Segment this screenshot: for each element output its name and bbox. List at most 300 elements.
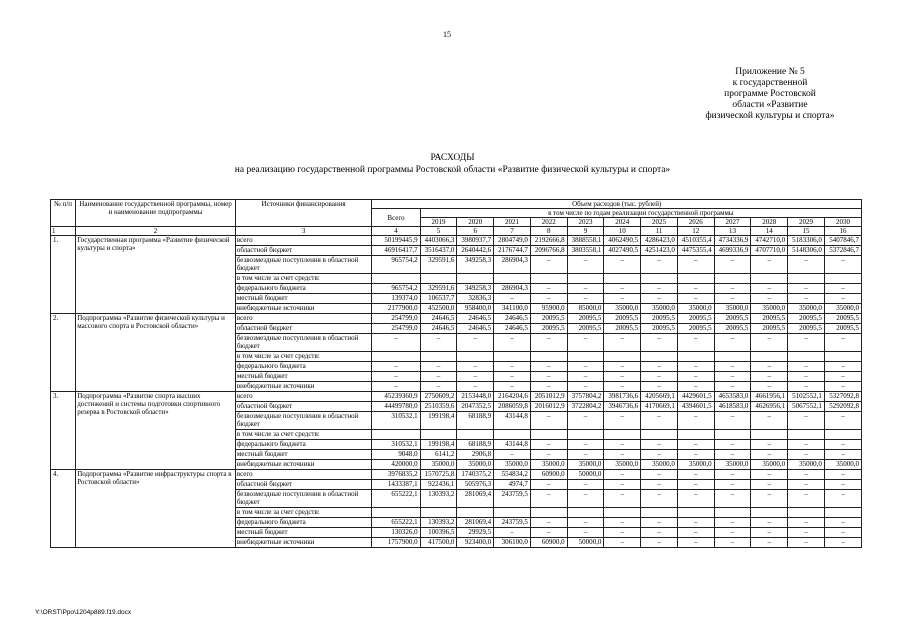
value-year: – — [788, 538, 825, 548]
section-name: Подпрограмма «Развитие физической культуры и массового спорта в Ростовской области» — [76, 314, 236, 392]
value-year: 5102552,1 — [788, 392, 825, 402]
value-year: 505976,3 — [457, 480, 494, 490]
value-year — [420, 274, 457, 284]
header-year: 2023 — [567, 218, 604, 227]
value-year — [751, 274, 788, 284]
funding-source: безвозмездные поступления в областной бюджет — [235, 256, 372, 274]
value-year: – — [824, 334, 861, 352]
value-year: 2086059,8 — [494, 402, 531, 412]
value-year: – — [641, 382, 678, 392]
table-row — [51, 470, 862, 480]
value-year: – — [494, 382, 531, 392]
value-year: – — [530, 412, 567, 430]
value-year — [567, 508, 604, 518]
value-year: 2051012,9 — [530, 392, 567, 402]
value-year: – — [677, 538, 714, 548]
value-year: – — [641, 528, 678, 538]
value-year: 24646,5 — [494, 314, 531, 324]
value-year: 5183306,0 — [788, 236, 825, 246]
value-year: – — [567, 294, 604, 304]
value-year: 4661956,1 — [751, 392, 788, 402]
value-year: – — [824, 362, 861, 372]
value-year: – — [824, 284, 861, 294]
value-total: – — [372, 362, 420, 372]
value-year: 286904,3 — [494, 256, 531, 274]
value-year: 4062490,5 — [604, 236, 641, 246]
value-year: 43144,8 — [494, 440, 531, 450]
value-year: – — [420, 372, 457, 382]
value-total — [372, 508, 420, 518]
column-number: 16 — [824, 227, 861, 236]
section-name: Подпрограмма «Развитие спорта высших достижений и системы подготовки спортивного резерва в Ростовской области» — [76, 392, 236, 470]
funding-source: областной бюджет — [235, 402, 372, 412]
value-year: – — [677, 294, 714, 304]
appendix-line: области «Развитие — [732, 100, 808, 110]
value-year: 281069,4 — [457, 518, 494, 528]
value-year: 4699336,9 — [714, 246, 751, 256]
value-year — [457, 508, 494, 518]
value-year: – — [567, 480, 604, 490]
value-year: – — [604, 480, 641, 490]
column-number: 10 — [604, 227, 641, 236]
value-year: – — [641, 284, 678, 294]
value-year: 100396,5 — [420, 528, 457, 538]
value-year: – — [714, 412, 751, 430]
value-year: – — [714, 490, 751, 508]
value-year — [604, 274, 641, 284]
value-year: 2096766,8 — [530, 246, 567, 256]
section-name: Подпрограмма «Развитие инфраструктуры спорта в Ростовской области» — [76, 470, 236, 548]
value-year: – — [604, 294, 641, 304]
value-year: 4707710,0 — [751, 246, 788, 256]
value-year: – — [530, 480, 567, 490]
value-year: – — [604, 518, 641, 528]
value-year: 85000,0 — [567, 304, 604, 314]
value-year — [824, 430, 861, 440]
value-year: – — [824, 470, 861, 480]
value-year — [604, 508, 641, 518]
funding-source: всего — [235, 236, 372, 246]
value-year: – — [567, 284, 604, 294]
value-year: – — [824, 538, 861, 548]
value-year: – — [714, 382, 751, 392]
value-year — [530, 352, 567, 362]
column-number: 1 — [51, 227, 76, 236]
column-number: 12 — [677, 227, 714, 236]
value-year: 60900,0 — [530, 470, 567, 480]
funding-source: всего — [235, 314, 372, 324]
value-year: – — [604, 538, 641, 548]
header-total: Всего — [372, 209, 420, 227]
header-year: 2030 — [824, 218, 861, 227]
value-year: – — [714, 440, 751, 450]
value-year: 24646,5 — [420, 324, 457, 334]
value-year: 2640442,6 — [457, 246, 494, 256]
value-year: – — [567, 450, 604, 460]
value-year: 130393,2 — [420, 490, 457, 508]
value-year: – — [677, 412, 714, 430]
value-year: 20095,5 — [677, 324, 714, 334]
value-year: – — [567, 382, 604, 392]
value-year: – — [788, 372, 825, 382]
value-year — [567, 352, 604, 362]
value-year: 452500,0 — [420, 304, 457, 314]
column-number: 2 — [76, 227, 236, 236]
value-year: 329591,6 — [420, 284, 457, 294]
value-total: 655222,1 — [372, 518, 420, 528]
value-year: 349258,3 — [457, 284, 494, 294]
value-year: 4394601,5 — [677, 402, 714, 412]
value-year: 20095,5 — [788, 324, 825, 334]
value-year: – — [530, 334, 567, 352]
value-year: – — [677, 372, 714, 382]
column-number: 8 — [530, 227, 567, 236]
value-year — [677, 274, 714, 284]
value-year: 20095,5 — [824, 314, 861, 324]
value-total: 310532,1 — [372, 440, 420, 450]
funding-source: областной бюджет — [235, 480, 372, 490]
value-year: – — [494, 334, 531, 352]
value-total: 1433387,1 — [372, 480, 420, 490]
value-year: 2192666,8 — [530, 236, 567, 246]
value-year: 35000,0 — [824, 460, 861, 470]
funding-source: всего — [235, 392, 372, 402]
value-year: 2153448,0 — [457, 392, 494, 402]
value-year: – — [677, 362, 714, 372]
column-number: 11 — [641, 227, 678, 236]
header-year: 2025 — [641, 218, 678, 227]
value-year: – — [751, 450, 788, 460]
value-year: – — [788, 480, 825, 490]
funding-source: местный бюджет — [235, 372, 372, 382]
value-year: – — [751, 362, 788, 372]
value-year: – — [604, 284, 641, 294]
value-year: 3757804,2 — [567, 392, 604, 402]
value-year: 20095,5 — [751, 324, 788, 334]
value-year: – — [604, 412, 641, 430]
value-year: – — [751, 284, 788, 294]
value-year: – — [788, 518, 825, 528]
funding-source: внебюджетные источники — [235, 460, 372, 470]
value-year: 35000,0 — [604, 460, 641, 470]
value-year: – — [567, 362, 604, 372]
value-year — [604, 430, 641, 440]
value-year — [494, 430, 531, 440]
value-year: 24646,5 — [494, 324, 531, 334]
value-year: 958400,0 — [457, 304, 494, 314]
value-year: – — [604, 334, 641, 352]
value-total: 44499780,0 — [372, 402, 420, 412]
header-year: 2020 — [457, 218, 494, 227]
value-year: – — [641, 538, 678, 548]
value-total — [372, 430, 420, 440]
value-year — [677, 508, 714, 518]
value-year: 199198,4 — [420, 440, 457, 450]
value-year: 20095,5 — [530, 324, 567, 334]
funding-source: в том числе за счет средств: — [235, 430, 372, 440]
value-year: – — [641, 362, 678, 372]
value-year: – — [714, 372, 751, 382]
value-year: – — [457, 382, 494, 392]
value-year: – — [788, 284, 825, 294]
value-year: – — [677, 528, 714, 538]
value-year: 4170669,1 — [641, 402, 678, 412]
value-year: – — [641, 518, 678, 528]
value-year: – — [677, 382, 714, 392]
value-year: 922436,1 — [420, 480, 457, 490]
value-year: – — [751, 528, 788, 538]
value-year: 35000,0 — [457, 460, 494, 470]
value-year — [420, 352, 457, 362]
value-year: – — [824, 518, 861, 528]
funding-source: федерального бюджета — [235, 518, 372, 528]
value-total: 254799,0 — [372, 324, 420, 334]
value-year — [641, 274, 678, 284]
value-year: – — [714, 362, 751, 372]
value-year: 35000,0 — [641, 460, 678, 470]
value-year — [604, 352, 641, 362]
value-total — [372, 274, 420, 284]
value-year: – — [824, 294, 861, 304]
value-year: – — [530, 362, 567, 372]
value-year: – — [641, 470, 678, 480]
value-year: – — [530, 490, 567, 508]
value-year: 4403066,3 — [420, 236, 457, 246]
value-year: 3981736,6 — [604, 392, 641, 402]
value-year: – — [788, 440, 825, 450]
value-year: 20095,5 — [714, 314, 751, 324]
value-year — [677, 430, 714, 440]
value-year: – — [604, 362, 641, 372]
value-year — [641, 430, 678, 440]
appendix-line: к государственной — [732, 78, 808, 88]
value-year: – — [530, 440, 567, 450]
value-year: 35000,0 — [641, 304, 678, 314]
value-total: 9048,0 — [372, 450, 420, 460]
value-year: – — [751, 490, 788, 508]
value-year: – — [641, 480, 678, 490]
value-year: – — [751, 518, 788, 528]
section-number: 3. — [51, 392, 76, 470]
value-year — [824, 352, 861, 362]
footer-file-path: Y:\ORST\Ppo\1204p889.f19.docx — [35, 609, 132, 616]
value-year: 5327092,8 — [824, 392, 861, 402]
value-year: 20095,5 — [530, 314, 567, 324]
value-year: – — [641, 450, 678, 460]
value-year: – — [751, 256, 788, 274]
value-year: – — [420, 334, 457, 352]
header-year: 2026 — [677, 218, 714, 227]
value-year — [494, 274, 531, 284]
funding-source: в том числе за счет средств: — [235, 508, 372, 518]
value-year — [567, 274, 604, 284]
value-year: – — [751, 480, 788, 490]
header-year: 2022 — [530, 218, 567, 227]
value-year: – — [714, 470, 751, 480]
value-year: 341100,0 — [494, 304, 531, 314]
value-year: – — [677, 256, 714, 274]
funding-source: федерального бюджета — [235, 284, 372, 294]
value-total: – — [372, 334, 420, 352]
value-total: – — [372, 382, 420, 392]
section-number: 4. — [51, 470, 76, 548]
value-year: 20095,5 — [641, 314, 678, 324]
value-year: – — [494, 450, 531, 460]
funding-source: федерального бюджета — [235, 440, 372, 450]
value-year: 4626956,1 — [751, 402, 788, 412]
value-total: 420000,0 — [372, 460, 420, 470]
value-year: – — [788, 528, 825, 538]
value-year: 349258,3 — [457, 256, 494, 274]
value-total: 965754,2 — [372, 256, 420, 274]
value-year: 35000,0 — [494, 460, 531, 470]
value-total — [372, 352, 420, 362]
value-year: 4475355,4 — [677, 246, 714, 256]
value-year: 35000,0 — [714, 304, 751, 314]
value-year: – — [641, 294, 678, 304]
value-year: – — [641, 372, 678, 382]
value-year: – — [604, 382, 641, 392]
value-total: 655222,1 — [372, 490, 420, 508]
value-year: – — [788, 382, 825, 392]
value-year: – — [494, 294, 531, 304]
column-number: 6 — [457, 227, 494, 236]
header-year: 2024 — [604, 218, 641, 227]
value-year: 5292092,8 — [824, 402, 861, 412]
value-year: – — [677, 470, 714, 480]
value-year: – — [788, 450, 825, 460]
value-year: – — [714, 480, 751, 490]
value-year: – — [567, 518, 604, 528]
value-year: – — [457, 334, 494, 352]
value-year: – — [714, 528, 751, 538]
value-year — [641, 352, 678, 362]
value-year: – — [677, 490, 714, 508]
value-year: 20095,5 — [604, 314, 641, 324]
value-year: – — [788, 412, 825, 430]
value-year: – — [788, 256, 825, 274]
value-year: 60900,0 — [530, 538, 567, 548]
value-year: – — [824, 382, 861, 392]
value-year — [714, 352, 751, 362]
funding-source: областной бюджет — [235, 324, 372, 334]
value-year: 4251423,0 — [641, 246, 678, 256]
title-heading: РАСХОДЫ — [430, 153, 475, 163]
value-year — [567, 430, 604, 440]
value-year — [788, 430, 825, 440]
value-year: 35000,0 — [751, 304, 788, 314]
value-year: – — [714, 256, 751, 274]
value-year: 2906,8 — [457, 450, 494, 460]
value-year: – — [677, 440, 714, 450]
value-year: 2176744,7 — [494, 246, 531, 256]
value-year: 306100,0 — [494, 538, 531, 548]
title-subheading: на реализацию государственной программы Ростовской области «Развитие физической культуры и спорта» — [234, 164, 671, 175]
value-year: – — [714, 284, 751, 294]
value-year: – — [641, 490, 678, 508]
header-year: 2029 — [788, 218, 825, 227]
value-year: 32836,3 — [457, 294, 494, 304]
value-year: 24646,5 — [457, 324, 494, 334]
header-volume: Объем расходов (тыс. рублей) — [372, 200, 862, 209]
value-year: – — [714, 334, 751, 352]
value-year: – — [677, 480, 714, 490]
funding-source: федерального бюджета — [235, 362, 372, 372]
value-year — [677, 352, 714, 362]
value-year: 3516437,0 — [420, 246, 457, 256]
header-source: Источники финансирования — [235, 200, 372, 227]
value-year: 35000,0 — [530, 460, 567, 470]
column-number: 4 — [372, 227, 420, 236]
value-year: 29929,5 — [457, 528, 494, 538]
value-year: 4742710,0 — [751, 236, 788, 246]
value-year: – — [788, 334, 825, 352]
value-year: 286904,3 — [494, 284, 531, 294]
header-by-years: в том числе по годам реализации государственной программы — [420, 209, 861, 218]
value-year: 20095,5 — [751, 314, 788, 324]
header-year: 2028 — [751, 218, 788, 227]
value-year: 4510355,4 — [677, 236, 714, 246]
value-year: – — [824, 256, 861, 274]
value-year: 2750609,2 — [420, 392, 457, 402]
value-year: 3980937,7 — [457, 236, 494, 246]
funding-source: безвозмездные поступления в областной бюджет — [235, 412, 372, 430]
value-year: 35000,0 — [788, 460, 825, 470]
value-year — [420, 508, 457, 518]
value-year: – — [604, 490, 641, 508]
value-year — [420, 430, 457, 440]
value-year: – — [714, 450, 751, 460]
value-year — [751, 352, 788, 362]
value-year: 417500,0 — [420, 538, 457, 548]
value-year: – — [457, 372, 494, 382]
value-year: – — [567, 528, 604, 538]
value-year: – — [567, 256, 604, 274]
value-year: 4734336,9 — [714, 236, 751, 246]
header-num: № п/п — [51, 200, 76, 227]
value-year: – — [677, 334, 714, 352]
value-year: – — [751, 412, 788, 430]
funding-source: безвозмездные поступления в областной бюджет — [235, 490, 372, 508]
document-title — [0, 153, 905, 176]
value-year: – — [567, 490, 604, 508]
funding-source: внебюджетные источники — [235, 304, 372, 314]
header-year: 2021 — [494, 218, 531, 227]
value-year: 4429601,5 — [677, 392, 714, 402]
value-year: – — [824, 490, 861, 508]
table-row — [51, 314, 862, 324]
funding-source: областной бюджет — [235, 246, 372, 256]
value-year: – — [604, 470, 641, 480]
value-year: – — [788, 294, 825, 304]
value-year: 50000,0 — [567, 470, 604, 480]
value-year — [714, 274, 751, 284]
value-year: – — [641, 440, 678, 450]
appendix-line: Приложение № 5 — [735, 67, 805, 77]
value-year: – — [530, 518, 567, 528]
value-year: – — [751, 382, 788, 392]
value-year: – — [604, 528, 641, 538]
value-year: – — [751, 470, 788, 480]
value-year: 281069,4 — [457, 490, 494, 508]
value-year: – — [604, 372, 641, 382]
value-total: 2177900,0 — [372, 304, 420, 314]
value-year: 2016012,9 — [530, 402, 567, 412]
value-year: – — [641, 412, 678, 430]
header-year: 2027 — [714, 218, 751, 227]
value-year: 35000,0 — [677, 460, 714, 470]
value-year: 35000,0 — [604, 304, 641, 314]
